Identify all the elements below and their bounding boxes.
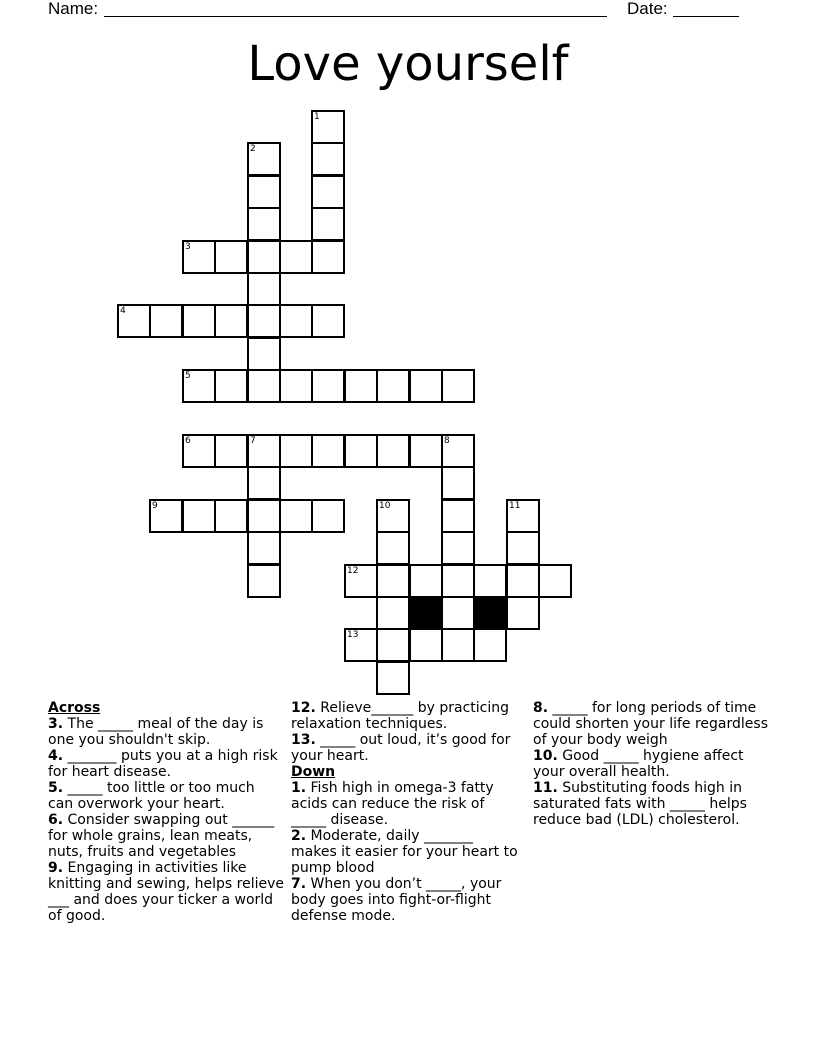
- grid-cell[interactable]: [344, 434, 378, 468]
- clue-down-10: [533, 748, 773, 780]
- clue-text: Relieve______ by practicing relaxation techniques.: [291, 700, 509, 732]
- grid-cell[interactable]: [247, 466, 281, 500]
- clue-across-3: [48, 716, 284, 748]
- across-heading: Across: [48, 700, 101, 716]
- grid-cell[interactable]: [311, 175, 345, 209]
- clue-across-5: [48, 780, 284, 812]
- clue-down-1: [291, 780, 523, 828]
- grid-cell[interactable]: [441, 628, 475, 662]
- down-heading: Down: [291, 764, 336, 780]
- grid-cell[interactable]: [473, 564, 507, 598]
- grid-cell[interactable]: [247, 272, 281, 306]
- grid-cell[interactable]: [182, 499, 216, 533]
- grid-cell[interactable]: [247, 304, 281, 338]
- grid-cell[interactable]: [247, 175, 281, 209]
- grid-cell[interactable]: [214, 499, 248, 533]
- grid-cell[interactable]: [279, 369, 313, 403]
- grid-cell[interactable]: [247, 337, 281, 371]
- page-title: Love yourself: [247, 36, 569, 92]
- grid-cell[interactable]: [441, 466, 475, 500]
- grid-cell[interactable]: [441, 499, 475, 533]
- grid-cell[interactable]: [441, 564, 475, 598]
- clue-text: Moderate, daily _______ makes it easier for your heart to pump blood: [291, 828, 518, 876]
- clue-across-9: [48, 860, 284, 924]
- grid-cell[interactable]: [247, 564, 281, 598]
- clue-down-7: [291, 876, 523, 924]
- grid-cell[interactable]: [311, 240, 345, 274]
- grid-cell[interactable]: [409, 369, 443, 403]
- clue-number: 13.: [291, 732, 316, 748]
- clue-column-2: [291, 700, 523, 924]
- clue-column-3: [533, 700, 773, 828]
- clue-down-2: [291, 828, 523, 876]
- grid-cell[interactable]: [311, 499, 345, 533]
- grid-cell[interactable]: [214, 304, 248, 338]
- clue-number: 2.: [291, 828, 307, 844]
- grid-cell[interactable]: [441, 369, 475, 403]
- clue-number: 3.: [48, 716, 64, 732]
- cell-number: 4: [120, 306, 126, 316]
- grid-cell[interactable]: [506, 564, 540, 598]
- clue-text: The _____ meal of the day is one you shouldn't skip.: [48, 716, 264, 748]
- cell-number: 10: [379, 501, 391, 511]
- grid-cell[interactable]: [538, 564, 572, 598]
- clue-across-6: [48, 812, 284, 860]
- clue-number: 1.: [291, 780, 307, 796]
- grid-cell[interactable]: [376, 564, 410, 598]
- grid-cell[interactable]: [409, 628, 443, 662]
- cell-number: 1: [314, 112, 320, 122]
- grid-cell[interactable]: [214, 434, 248, 468]
- grid-cell[interactable]: [247, 369, 281, 403]
- cell-number: 6: [185, 436, 191, 446]
- grid-cell[interactable]: [279, 304, 313, 338]
- grid-cell[interactable]: [344, 369, 378, 403]
- grid-cell[interactable]: [247, 531, 281, 565]
- grid-cell[interactable]: [311, 207, 345, 241]
- date-label: Date:: [627, 0, 668, 18]
- clue-text: _______ puts you at a high risk for heart disease.: [48, 748, 278, 780]
- grid-cell[interactable]: [376, 499, 410, 533]
- black-cell: [473, 596, 507, 630]
- grid-cell[interactable]: [441, 531, 475, 565]
- grid-cell[interactable]: [376, 628, 410, 662]
- name-label: Name:: [48, 0, 99, 18]
- grid-cell[interactable]: [247, 434, 281, 468]
- black-cell: [409, 596, 443, 630]
- clue-column-1: [48, 700, 284, 924]
- cell-number: 5: [185, 371, 191, 381]
- grid-cell[interactable]: [376, 531, 410, 565]
- grid-cell[interactable]: [214, 369, 248, 403]
- grid-cell[interactable]: [279, 499, 313, 533]
- grid-cell[interactable]: [506, 596, 540, 630]
- grid-cell[interactable]: [247, 240, 281, 274]
- clue-text: Fish high in omega-3 fatty acids can reduce the risk of _____ disease.: [291, 780, 494, 828]
- clue-number: 8.: [533, 700, 549, 716]
- grid-cell[interactable]: [376, 596, 410, 630]
- clue-across-13: [291, 732, 523, 764]
- clue-number: 7.: [291, 876, 307, 892]
- grid-cell[interactable]: [376, 369, 410, 403]
- grid-cell[interactable]: [441, 596, 475, 630]
- clue-text: Good _____ hygiene affect your overall health.: [533, 748, 744, 780]
- grid-cell[interactable]: [311, 304, 345, 338]
- grid-cell[interactable]: [441, 434, 475, 468]
- grid-cell[interactable]: [506, 531, 540, 565]
- clue-text: Consider swapping out ______ for whole grains, lean meats, nuts, fruits and vegetables: [48, 812, 275, 860]
- grid-cell[interactable]: [149, 304, 183, 338]
- grid-cell[interactable]: [311, 434, 345, 468]
- clue-text: _____ out loud, it’s good for your heart.: [291, 732, 511, 764]
- grid-cell[interactable]: [376, 434, 410, 468]
- clue-number: 9.: [48, 860, 64, 876]
- cell-number: 7: [250, 436, 256, 446]
- grid-cell[interactable]: [182, 369, 216, 403]
- clue-number: 6.: [48, 812, 64, 828]
- cell-number: 13: [347, 630, 359, 640]
- cell-number: 3: [185, 242, 191, 252]
- clue-text: _____ too little or too much can overwork your heart.: [48, 780, 255, 812]
- grid-cell[interactable]: [247, 142, 281, 176]
- clue-text: Substituting foods high in saturated fats with _____ helps reduce bad (LDL) cholesterol.: [533, 780, 747, 828]
- clue-number: 5.: [48, 780, 64, 796]
- cell-number: 8: [444, 436, 450, 446]
- grid-cell[interactable]: [344, 564, 378, 598]
- grid-cell[interactable]: [182, 434, 216, 468]
- grid-cell[interactable]: [311, 142, 345, 176]
- grid-cell[interactable]: [247, 207, 281, 241]
- clue-text: When you don’t _____, your body goes into fight-or-flight defense mode.: [291, 876, 502, 924]
- grid-cell[interactable]: [279, 240, 313, 274]
- clue-across-12: [291, 700, 523, 732]
- clue-down-8: [533, 700, 773, 748]
- grid-cell[interactable]: [117, 304, 151, 338]
- grid-cell[interactable]: [149, 499, 183, 533]
- grid-cell[interactable]: [182, 240, 216, 274]
- clue-number: 4.: [48, 748, 64, 764]
- grid-cell[interactable]: [247, 499, 281, 533]
- grid-cell[interactable]: [311, 369, 345, 403]
- grid-cell[interactable]: [279, 434, 313, 468]
- grid-cell[interactable]: [409, 564, 443, 598]
- grid-cell[interactable]: [376, 661, 410, 695]
- grid-cell[interactable]: [214, 240, 248, 274]
- grid-cell[interactable]: [344, 628, 378, 662]
- cell-number: 2: [250, 144, 256, 154]
- clue-text: Engaging in activities like knitting and sewing, helps relieve ___ and does your ticker a world of good.: [48, 860, 285, 924]
- grid-cell[interactable]: [506, 499, 540, 533]
- clue-number: 10.: [533, 748, 558, 764]
- clue-number: 12.: [291, 700, 316, 716]
- cell-number: 9: [152, 501, 158, 511]
- clue-down-11: [533, 780, 773, 828]
- grid-cell[interactable]: [473, 628, 507, 662]
- clue-across-4: [48, 748, 284, 780]
- grid-cell[interactable]: [409, 434, 443, 468]
- grid-cell[interactable]: [182, 304, 216, 338]
- clue-text: _____ for long periods of time could shorten your life regardless of your body weigh: [533, 700, 768, 748]
- grid-cell[interactable]: [311, 110, 345, 144]
- cell-number: 12: [347, 566, 359, 576]
- clue-number: 11.: [533, 780, 558, 796]
- cell-number: 11: [509, 501, 521, 511]
